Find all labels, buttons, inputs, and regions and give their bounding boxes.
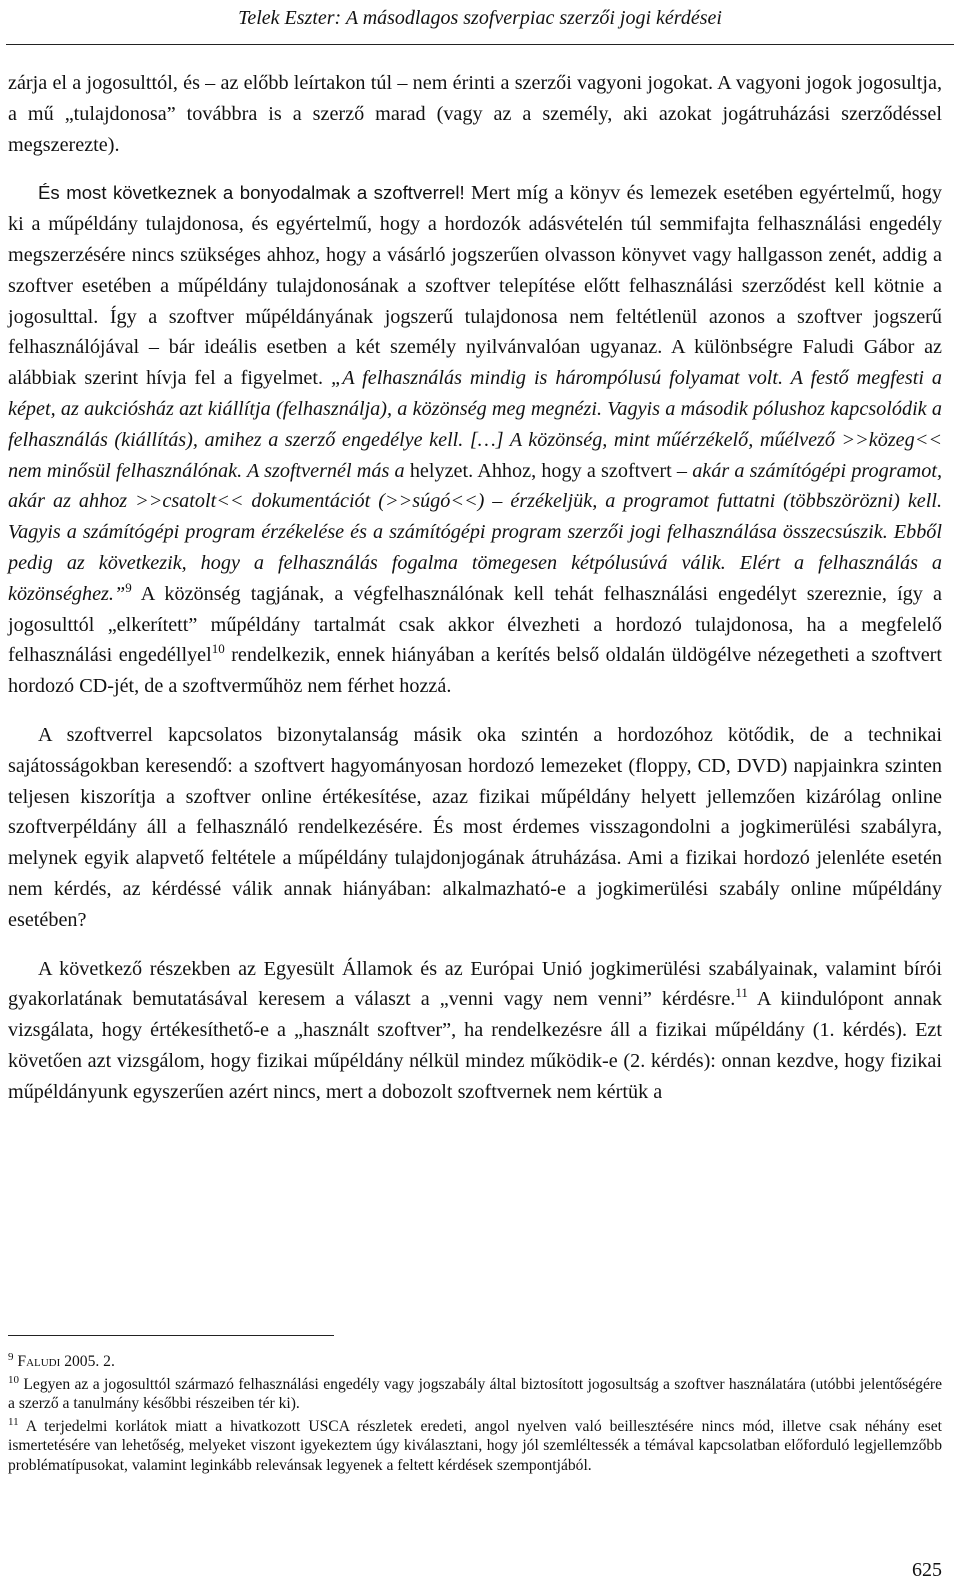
- footnote-rule: [8, 1335, 334, 1336]
- footnote-ref-9[interactable]: 9: [125, 579, 132, 595]
- footnote-11: [8, 1417, 942, 1476]
- page-number: 625: [912, 1559, 942, 1581]
- paragraph-2-text-b: helyzet. Ahhoz, hogy a szoftvert –: [404, 459, 693, 482]
- header-rule: [6, 44, 954, 45]
- quote-italic-1: „A felhasználás mindig is hárompólusú folyamat volt. A festő megfesti a képet, az aukciósház azt kiállítja (felhasználja), a közönség meg megnézi. Vagyis a második pólushoz kapcsolódik a felhasználás (kiállítás), amihez a szerző engedélye kell. […] A közönség, mint műérzékelő, műélvező >>közeg<< nem minősül felhasználónak. A szoftvernél más a: [8, 367, 942, 482]
- sans-sentence: És most következnek a bonyodalmak a szoftverrel!: [38, 182, 465, 204]
- footnotes: [8, 1352, 942, 1479]
- paragraph-1: zárja el a jogosulttól, és – az előbb leírtakon túl – nem érinti a szerzői vagyoni jogokat. A vagyoni jogok jogosultja, a mű „tulajdonosa” továbbra is a szerző marad (vagy az a személy, aki azokat jogátruházási szerződéssel megszerezte).: [8, 72, 942, 156]
- footnote-10: [8, 1375, 942, 1414]
- paragraph-2: [8, 178, 942, 702]
- paragraph-2-text-c: A közönség tagjának, a végfelhasználónak kell tehát felhasználási engedélyt szereznie, így a jogosulttól „elkerített” műpéldány tartalmát csak akkor élvezheti a hordozó tulajdonosa, ha a megfelelő felhasználási engedéllyel: [8, 582, 942, 667]
- body-text: [8, 68, 942, 1126]
- quote-italic-2: akár a számítógépi programot, akár az ahhoz >>csatolt<< dokumentációt (>>súgó<<) – érzékeljük, a programot futtatni (többszörözni) kell. Vagyis a számítógépi program érzékelése és a számítógépi program szerzői jogi felhasználása összecsúszik. Ebből pedig az következik, hogy a felhasználás fogalma tömegesen kétpólusúvá válik. Elért a felhasználás a közönséghez.”: [8, 459, 943, 605]
- footnote-ref-11[interactable]: 11: [735, 985, 748, 1001]
- footnote-text: Legyen az a jogosulttól származó felhasználási engedély vagy jogszabály által biztosított jogosultság a szoftver használatára (utóbbi jelentőségére a szerző a tanulmány későbbi részeiben tér ki).: [8, 1375, 942, 1413]
- paragraph-4: [8, 954, 942, 1108]
- footnote-number: 9: [8, 1351, 14, 1363]
- paragraph-4-text-b: A kiindulópont annak vizsgálata, hogy értékesíthető-e a „használt szoftver”, ha rendelkezésre áll a fizikai műpéldány (1. kérdés). Ezt követően azt vizsgálom, hogy fizikai műpéldány nélkül mindez működik-e (2. kérdés): onnan kezdve, hogy fizikai műpéldányunk egyszerűen azért nincs, mert a dobozolt szoftvernek nem kértük a: [8, 988, 942, 1103]
- paragraph-2-text-d: rendelkezik, ennek hiányában a kerítés belső oldalán üldögélve nézegetheti a szoftvert hordozó CD-jét, de a szoftverműhöz nem férhet hozzá.: [8, 644, 942, 698]
- footnote-text: 2005. 2.: [60, 1353, 115, 1370]
- footnote-9: [8, 1352, 942, 1372]
- footnote-author: Faludi: [17, 1353, 61, 1370]
- footnote-number: 11: [8, 1415, 19, 1428]
- paragraph-3: A szoftverrel kapcsolatos bizonytalanság másik oka szintén a hordozóhoz kötődik, de a technikai sajátosságokban keresendő: a szoftvert hagyományosan hordozó lemezeket (floppy, CD, DVD) napjainkra szinten teljesen kiszorítja a szoftver online értékesítése, azaz fizikai műpéldány helyett jellemzően kizárólag online szoftverpéldány áll a felhasználó rendelkezésére. És most érdemes visszagondolni a jogkimerülési szabályra, melynek egyik alapvető feltétele a műpéldány tulajdonjogának átruházása. Ami a fizikai hordozó jelenléte esetén nem kérdés, az kérdéssé válik annak hiányában: alkalmazható-e a jogkimerülési szabály online műpéldány esetében?: [8, 723, 942, 931]
- footnote-ref-10[interactable]: 10: [211, 641, 225, 657]
- paragraph-2-text-a: Mert míg a könyv és lemezek esetében egyértelmű, hogy ki a műpéldány tulajdonosa, és egyértelmű, hogy a hordozók adásvételén túl semmifajta felhasználási engedély megszerzésére nincs szükséges ahhoz, hogy a vásárló jogszerűen olvasson könyvet vagy hallgasson zenét, addig a szoftver esetében a műpéldány tulajdonosának a szoftver telepítése előtt felhasználási szerződést kell kötnie a jogosulttal. Így a szoftver műpéldányának jogszerű tulajdonosa nem feltétlenül azonos a szoftver jogszerű felhasználójával – bár ideális esetben a két személy nyilvánvalóan ugyanaz. A különbségre Faludi Gábor az alábbiak szerint hívja fel a figyelmet.: [8, 182, 942, 390]
- footnote-text: A terjedelmi korlátok miatt a hivatkozott USCA részletek eredeti, angol nyelven való beillesztésére nincs mód, illetve csak néhány eset ismertetésére van lehetőség, melyeket viszont igyekeztem úgy kiválasztani, hogy jól szemléltessék a témával kapcsolatban előforduló legjellemzőbb problématípusokat, valamint leginkább relevánsak legyenek a feltett kérdések szempontjából.: [8, 1417, 942, 1474]
- footnote-number: 10: [8, 1373, 19, 1386]
- running-header: Telek Eszter: A másodlagos szofverpiac szerzői jogi kérdései: [238, 7, 722, 29]
- paragraph-4-text-a: A következő részekben az Egyesült Államok és az Európai Unió jogkimerülési szabályainak, valamint bírói gyakorlatának bemutatásával keresem a választ a „venni vagy nem venni” kérdésre.: [8, 957, 942, 1011]
